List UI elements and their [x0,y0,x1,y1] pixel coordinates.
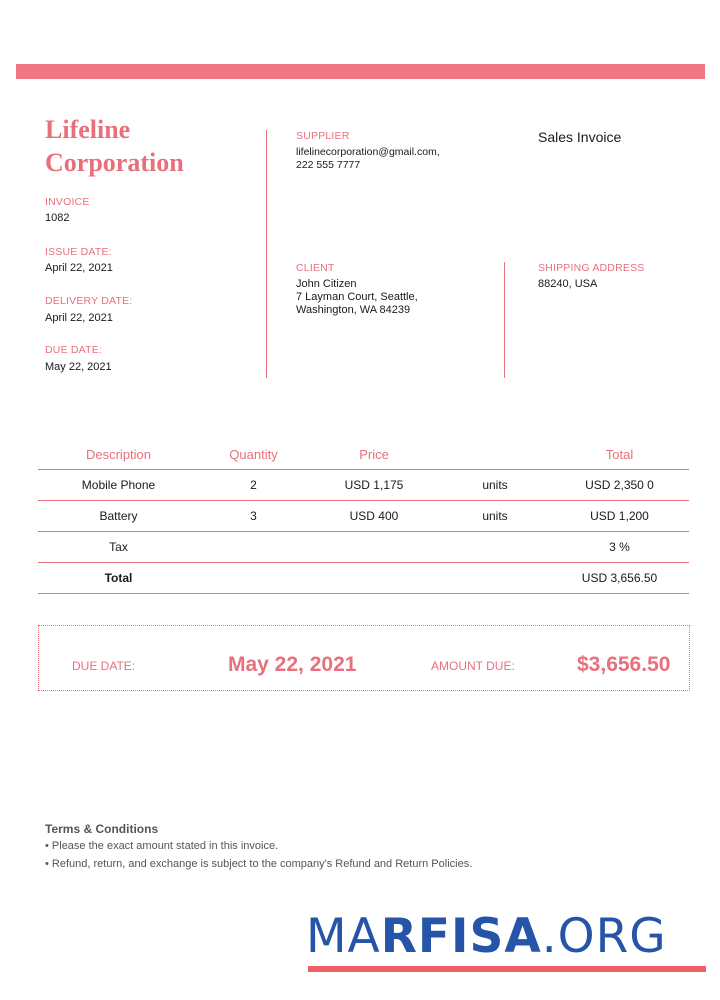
table-cell: Battery [38,501,199,532]
logo-text-part: .ORG [541,909,667,964]
amount-due-box [38,625,690,691]
supplier-phone: 222 555 7777 [296,159,361,171]
table-cell [199,563,308,594]
logo-text-part: MA [306,909,381,964]
due-date-value: May 22, 2021 [45,361,112,373]
terms-line-1: • Please the exact amount stated in this invoice. [45,840,279,852]
client-address-line1: 7 Layman Court, Seattle, [296,291,418,303]
table-cell: Mobile Phone [38,470,199,501]
issue-date-value: April 22, 2021 [45,262,113,274]
table-cell [440,532,550,563]
marfisa-logo [306,907,667,967]
column-header: Quantity [199,439,308,470]
table-row [38,501,689,532]
client-address-line2: Washington, WA 84239 [296,304,411,316]
table-cell: USD 1,200 [550,501,689,532]
invoice-number: 1082 [45,212,70,224]
table-cell: USD 3,656.50 [550,563,689,594]
table-cell: USD 400 [308,501,440,532]
column-header: Total [550,439,689,470]
column-header: Description [38,439,199,470]
table-cell: Total [38,563,199,594]
client-name: John Citizen [296,278,357,290]
issue-date-label: ISSUE DATE: [45,246,112,258]
column-header [440,439,550,470]
table-cell: 3 [199,501,308,532]
document-title: Sales Invoice [538,129,622,145]
due-date-label: DUE DATE: [45,344,103,356]
supplier-email: lifelinecorporation@gmail.com, [296,146,440,158]
table-total-row [38,563,689,594]
delivery-date-label: DELIVERY DATE: [45,295,133,307]
table-cell: USD 2,350 0 [550,470,689,501]
table-cell [199,532,308,563]
divider-left [266,130,267,378]
shipping-address-value: 88240, USA [538,278,598,290]
shipping-address-label: SHIPPING ADDRESS [538,262,645,274]
amount-due-value: $3,656.50 [577,653,671,676]
amount-due-label: AMOUNT DUE: [431,659,515,673]
table-cell: Tax [38,532,199,563]
terms-line-2: • Refund, return, and exchange is subject to the company's Refund and Return Policies. [45,858,473,870]
table-cell: 3 % [550,532,689,563]
table-row [38,532,689,563]
client-label: CLIENT [296,262,335,274]
table-cell: units [440,470,550,501]
table-header-row [38,439,689,470]
summary-due-label: DUE DATE: [72,659,136,673]
company-name: Lifeline Corporation [45,115,184,177]
table-cell [308,563,440,594]
delivery-date-value: April 22, 2021 [45,312,113,324]
terms-title: Terms & Conditions [45,822,159,836]
logo-underline [308,966,706,972]
table-row [38,470,689,501]
table-cell: 2 [199,470,308,501]
table-cell [440,563,550,594]
items-table [38,439,689,594]
table-cell: USD 1,175 [308,470,440,501]
divider-right [504,262,505,378]
logo-text-part: RFISA [380,909,542,964]
table-cell: units [440,501,550,532]
top-accent-bar [16,64,705,79]
summary-due-date: May 22, 2021 [228,653,357,676]
invoice-label: INVOICE [45,196,90,208]
table-cell [308,532,440,563]
column-header: Price [308,439,440,470]
supplier-label: SUPPLIER [296,130,350,142]
